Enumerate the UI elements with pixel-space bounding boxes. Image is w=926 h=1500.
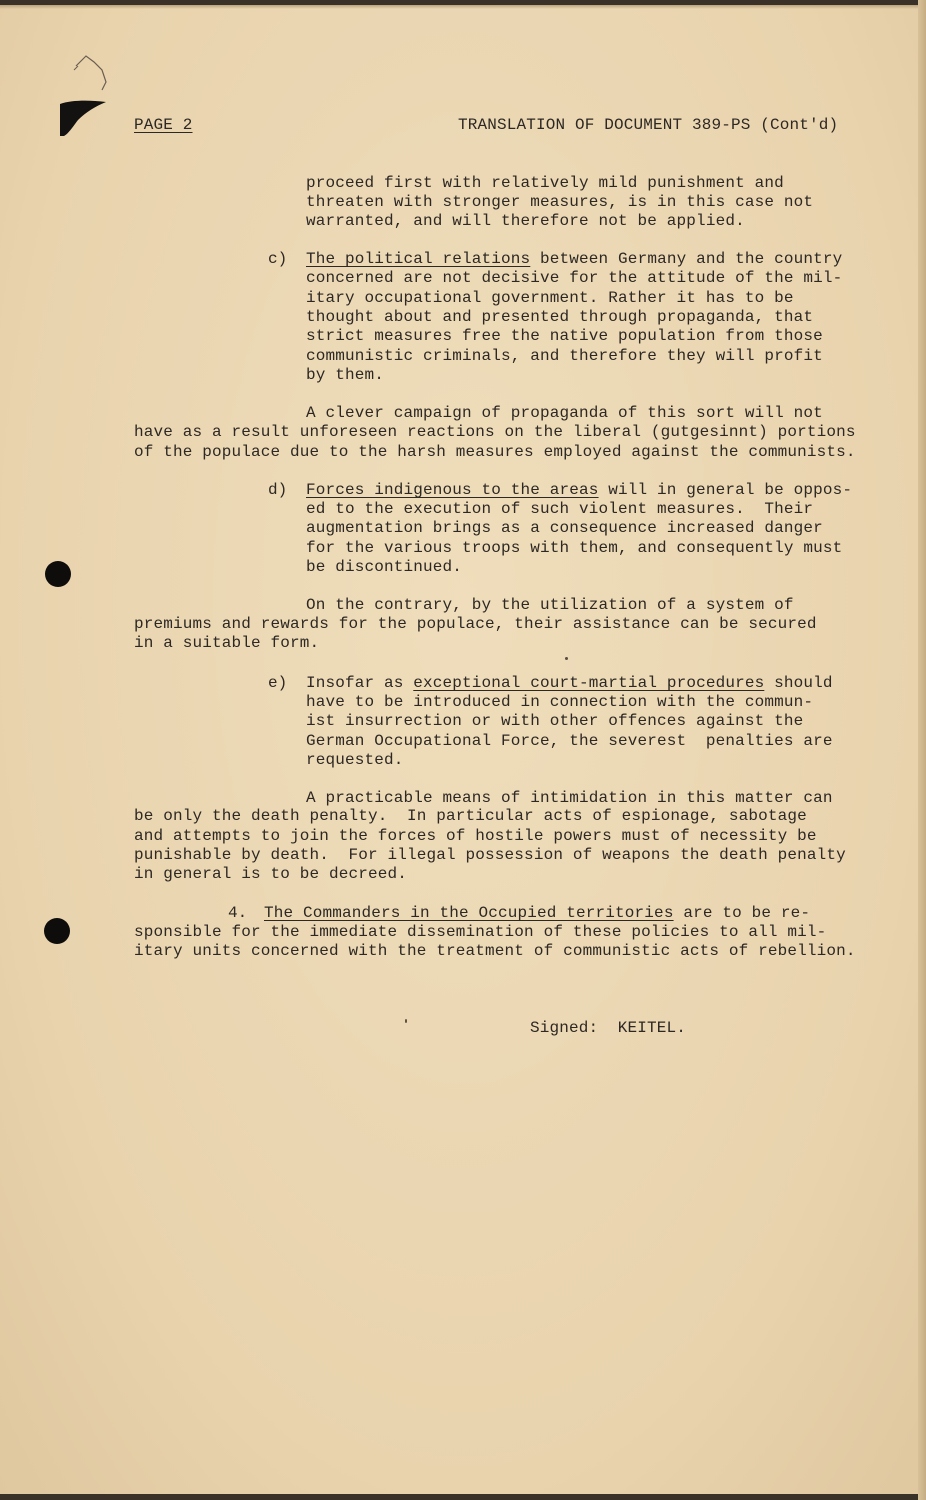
- text-line: have as a result unforeseen reactions on the liberal (gutgesinnt) portions: [134, 423, 856, 441]
- text-line: proceed first with relatively mild punishment and: [306, 174, 784, 192]
- text-line: punishable by death. For illegal possession of weapons the death penalty: [134, 846, 846, 864]
- scan-edge-shadow: [0, 5, 926, 9]
- item-d-lead-rest: will in general be oppos-: [598, 481, 853, 499]
- text-line: A practicable means of intimidation in this matter can: [306, 789, 833, 807]
- text-line: sponsible for the immediate dissemination of these policies to all mil-: [134, 923, 827, 941]
- item-e-underlined: exceptional court-martial procedures: [413, 674, 765, 692]
- text-line: and attempts to join the forces of hostile powers must of necessity be: [134, 827, 817, 845]
- item-c-lead: [306, 250, 842, 268]
- text-line: ed to the execution of such violent measures. Their: [306, 500, 814, 518]
- page-number: PAGE 2: [134, 116, 193, 134]
- signature: Signed: KEITEL.: [530, 1019, 687, 1037]
- item-4-lead-rest: are to be re-: [673, 904, 811, 922]
- item-e-lead: [306, 674, 833, 692]
- text-line: strict measures free the native population from those: [306, 327, 823, 345]
- text-line: by them.: [306, 366, 385, 384]
- scan-edge-bottom: [0, 1494, 926, 1500]
- text-line: concerned are not decisive for the attitude of the mil-: [306, 269, 843, 287]
- text-line: augmentation brings as a consequence increased danger: [306, 519, 823, 537]
- item-4-number: 4.: [228, 904, 248, 922]
- text-line: premiums and rewards for the populace, their assistance can be secured: [134, 615, 817, 633]
- item-c-underlined: The political relations: [306, 250, 531, 268]
- text-line: warranted, and will therefore not be applied.: [306, 212, 745, 230]
- text-line: ist insurrection or with other offences against the: [306, 712, 804, 730]
- punch-hole-upper: [45, 561, 71, 587]
- document-title: TRANSLATION OF DOCUMENT 389-PS (Cont'd): [458, 116, 839, 134]
- paper-tear-mark: [72, 52, 112, 96]
- item-c-label: c): [268, 250, 288, 268]
- text-line: be discontinued.: [306, 558, 463, 576]
- item-e-lead-before: Insofar as: [306, 674, 414, 692]
- item-4-lead: [264, 904, 810, 922]
- item-d-underlined: Forces indigenous to the areas: [306, 481, 599, 499]
- punch-hole-lower: [44, 918, 70, 944]
- text-line: itary occupational government. Rather it has to be: [306, 289, 794, 307]
- item-4-underlined: The Commanders in the Occupied territories: [264, 904, 674, 922]
- text-line: of the populace due to the harsh measures employed against the communists.: [134, 443, 856, 461]
- text-line: be only the death penalty. In particular acts of espionage, sabotage: [134, 807, 807, 825]
- text-line: German Occupational Force, the severest penalties are: [306, 732, 833, 750]
- paper-speck: [565, 657, 568, 660]
- item-d-lead: [306, 481, 852, 499]
- text-line: A clever campaign of propaganda of this sort will not: [306, 404, 823, 422]
- item-e-lead-after: should: [764, 674, 833, 692]
- text-line: for the various troops with them, and consequently must: [306, 539, 843, 557]
- item-c-lead-rest: between Germany and the country: [530, 250, 843, 268]
- text-line: have to be introduced in connection with the commun-: [306, 693, 814, 711]
- item-d-label: d): [268, 481, 288, 499]
- text-line: communistic criminals, and therefore they will profit: [306, 347, 823, 365]
- staple-mark: [58, 98, 108, 138]
- text-line: in general is to be decreed.: [134, 865, 408, 883]
- text-line: On the contrary, by the utilization of a system of: [306, 596, 794, 614]
- text-line: requested.: [306, 751, 404, 769]
- paper-speck: [405, 1019, 407, 1023]
- scan-edge-right: [918, 0, 926, 1500]
- text-line: in a suitable form.: [134, 634, 320, 652]
- item-e-label: e): [268, 674, 288, 692]
- text-line: threaten with stronger measures, is in this case not: [306, 193, 814, 211]
- text-line: itary units concerned with the treatment of communistic acts of rebellion.: [134, 942, 856, 960]
- text-line: thought about and presented through propaganda, that: [306, 308, 814, 326]
